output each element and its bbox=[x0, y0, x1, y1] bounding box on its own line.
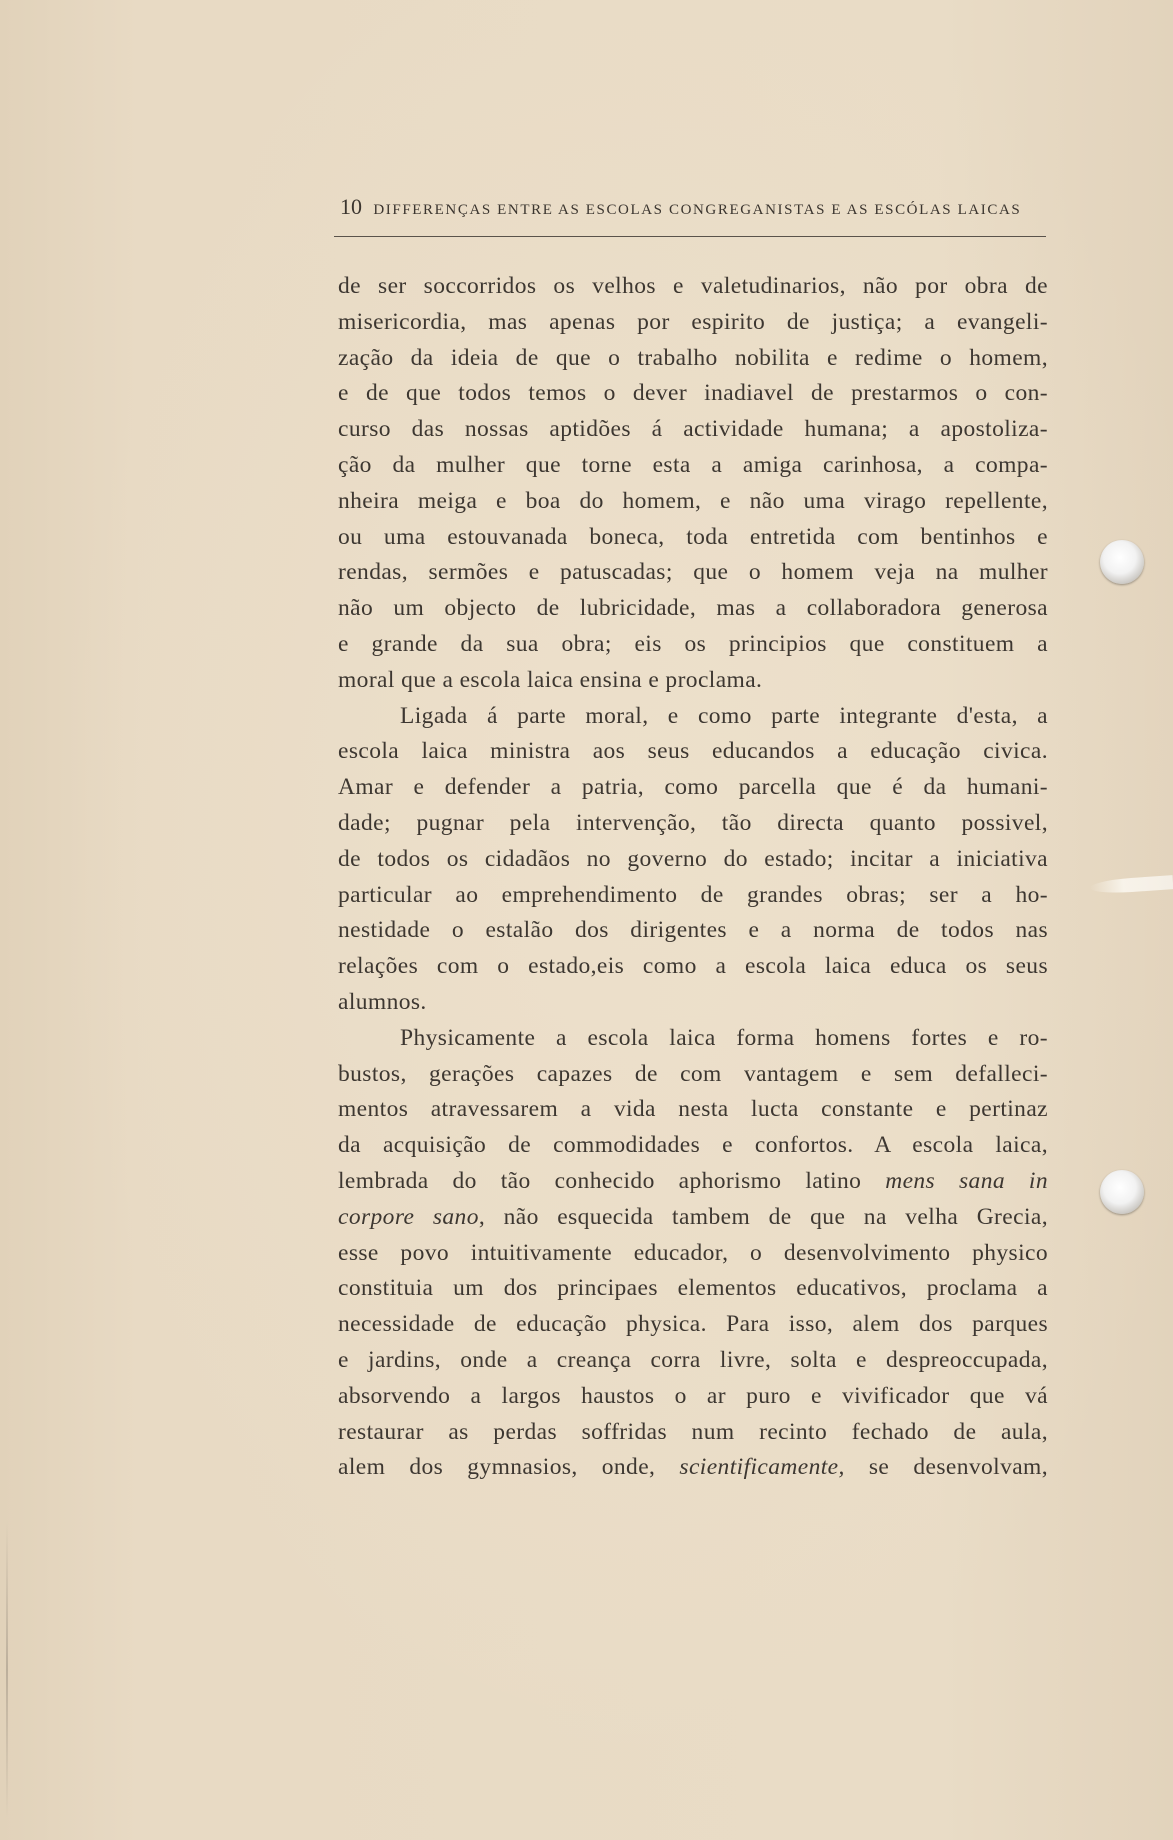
text-line: de todos os cidadãos no governo do estado; incitar a iniciativa bbox=[338, 845, 1048, 872]
text-line: relações com o estado,eis como a escola laica educa os seus bbox=[338, 953, 1048, 980]
text-line: curso das nossas aptidões á actividade humana; a apostoliza- bbox=[338, 416, 1048, 443]
text-line: Physicamente a escola laica forma homens fortes e ro- bbox=[400, 1024, 1048, 1051]
text-line: nestidade o estalão dos dirigentes e a norma de todos nas bbox=[338, 917, 1048, 944]
text-line bbox=[338, 1164, 1048, 1200]
text-fragment: lembrada do tão conhecido aphorismo latino bbox=[338, 1167, 862, 1194]
text-line: bustos, gerações capazes de com vantagem e sem defalleci- bbox=[338, 1060, 1048, 1087]
text-line: e grande da sua obra; eis os principios que constituem a bbox=[338, 630, 1048, 657]
italic-phrase: mens sana in bbox=[885, 1167, 1048, 1194]
text-line: rendas, sermões e patuscadas; que o homem veja na mulher bbox=[338, 559, 1048, 586]
text-line: nheira meiga e boa do homem, e não uma virago repellente, bbox=[338, 487, 1048, 514]
text-line: mentos atravessarem a vida nesta lucta constante e pertinaz bbox=[338, 1096, 1048, 1123]
text-fragment: alem dos gymnasios, onde, bbox=[338, 1454, 656, 1481]
text-line: escola laica ministra aos seus educandos a educação civica. bbox=[338, 738, 1048, 765]
text-line: ou uma estouvanada boneca, toda entretida com bentinhos e bbox=[338, 523, 1048, 550]
text-line: ção da mulher que torne esta a amiga carinhosa, a compa- bbox=[338, 451, 1048, 478]
text-line: não um objecto de lubricidade, mas a collaboradora generosa bbox=[338, 595, 1048, 622]
italic-phrase: corpore sano bbox=[338, 1203, 479, 1230]
text-line: constituia um dos principaes elementos educativos, proclama a bbox=[338, 1275, 1048, 1302]
text-line: zação da ideia de que o trabalho nobilita e redime o homem, bbox=[338, 344, 1048, 371]
page-edge-mark bbox=[6, 1520, 8, 1820]
binding-hole bbox=[1100, 540, 1144, 584]
text-fragment: se desenvolvam, bbox=[868, 1454, 1049, 1481]
running-title: DIFFERENÇAS ENTRE AS ESCOLAS CONGREGANISTAS E AS ESCÓLAS LAICAS bbox=[373, 202, 1022, 218]
text-line: particular ao emprehendimento de grandes obras; ser a ho- bbox=[338, 881, 1048, 908]
text-line: absorvendo a largos haustos o ar puro e vivificador que vá bbox=[338, 1382, 1048, 1409]
text-line: dade; pugnar pela intervenção, tão directa quanto possivel, bbox=[338, 809, 1048, 836]
text-line: necessidade de educação physica. Para isso, alem dos parques bbox=[338, 1311, 1048, 1338]
text-line: moral que a escola laica ensina e proclama. bbox=[338, 666, 763, 693]
header-rule bbox=[334, 236, 1046, 237]
text-line: alumnos. bbox=[338, 988, 427, 1015]
text-line: de ser soccorridos os velhos e valetudinarios, não por obra de bbox=[338, 273, 1048, 299]
text-line: da acquisição de commodidades e confortos. A escola laica, bbox=[338, 1132, 1048, 1159]
text-line: esse povo intuitivamente educador, o desenvolvimento physico bbox=[338, 1239, 1048, 1266]
text-line bbox=[338, 1450, 1048, 1486]
text-line: Ligada á parte moral, e como parte integrante d'esta, a bbox=[400, 702, 1048, 729]
text-line: e de que todos temos o dever inadiavel de prestarmos o con- bbox=[338, 380, 1048, 407]
italic-phrase: scientificamente, bbox=[679, 1454, 845, 1481]
text-line: e jardins, onde a creança corra livre, solta e despreoccupada, bbox=[338, 1346, 1048, 1373]
binding-hole bbox=[1100, 1170, 1144, 1214]
running-header bbox=[340, 194, 1044, 224]
text-line bbox=[338, 1200, 1048, 1236]
page-tear bbox=[1090, 875, 1173, 895]
text-line: Amar e defender a patria, como parcella que é da humani- bbox=[338, 774, 1048, 801]
body-text bbox=[338, 269, 1048, 1486]
text-line: restaurar as perdas soffridas num recinto fechado de aula, bbox=[338, 1418, 1048, 1445]
page-number: 10 bbox=[340, 194, 362, 219]
text-fragment: , não esquecida tambem de que na velha Grecia, bbox=[478, 1203, 1048, 1230]
text-line: misericordia, mas apenas por espirito de justiça; a evangeli- bbox=[338, 308, 1048, 335]
